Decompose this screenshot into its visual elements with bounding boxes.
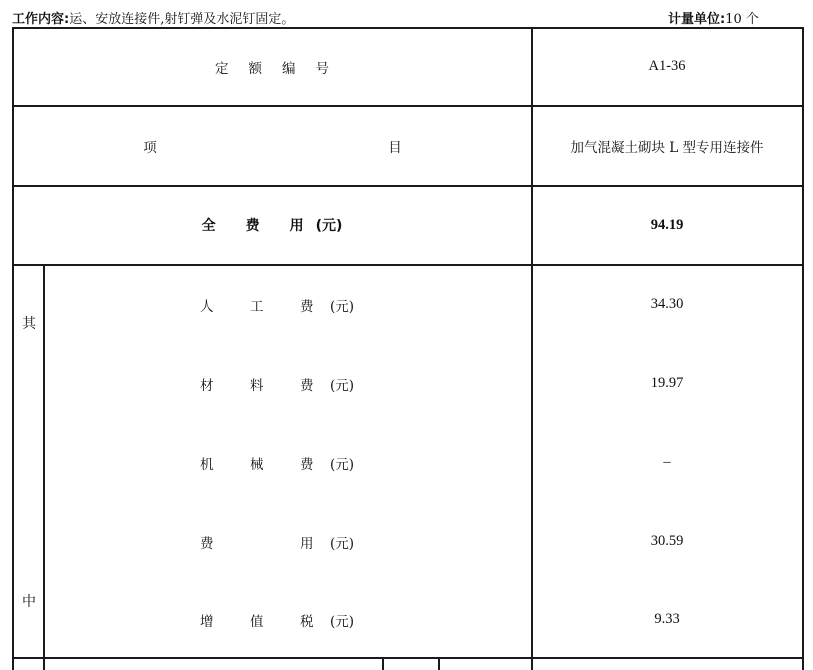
quota-no-label-char: 编	[282, 60, 296, 77]
work-content-label: 工作内容:	[12, 12, 70, 27]
row-label-char: 费	[300, 298, 314, 315]
row-label-char: (元)	[330, 613, 355, 630]
quota-no-label-char: 定	[215, 60, 229, 77]
row-label-char: 值	[250, 613, 264, 630]
row-label-char: (元)	[330, 377, 355, 394]
item-value: 加气混凝土砌块 L 型专用连接件	[570, 139, 764, 156]
row-label-char: 费	[300, 377, 314, 394]
rule-right	[802, 27, 804, 670]
rule-left	[12, 27, 14, 670]
row-label-char: (元)	[330, 535, 355, 552]
unit-label: 计量单位:	[668, 12, 726, 27]
breakdown-row-vat-value: 9.33	[654, 611, 680, 627]
item-label-right: 目	[388, 139, 402, 156]
breakdown-row-machinery-label	[200, 423, 380, 502]
unit-text: 10 个	[725, 12, 759, 27]
row-label-char: 费	[300, 456, 314, 473]
row-label-char: 税	[300, 613, 314, 630]
breakdown-row-material-value: 19.97	[650, 375, 684, 391]
row-label-char: 机	[200, 456, 214, 473]
rule-stub-2	[438, 657, 440, 670]
total-cost-value: 94.19	[650, 216, 684, 233]
item-label-left: 项	[143, 139, 157, 156]
work-content-text: 运、安放连接件,射钉弹及水泥钉固定。	[69, 12, 295, 27]
breakdown-row-expense-label	[200, 502, 380, 581]
quota-no-label	[14, 28, 530, 105]
row-label-char: 增	[200, 613, 214, 630]
breakdown-row-machinery-value: –	[663, 454, 671, 470]
total-cost-label	[14, 186, 530, 264]
breakdown-row-vat-label	[200, 581, 380, 658]
quota-no-label-char: 额	[248, 60, 262, 77]
unit-line	[668, 8, 759, 27]
row-label-char: (元)	[330, 456, 355, 473]
row-label-char: 料	[250, 377, 264, 394]
total-label-char: 费	[245, 218, 260, 234]
breakdown-row-labor-value: 34.30	[650, 296, 684, 312]
row-label-char: 工	[250, 298, 264, 315]
side-label-bottom: 中	[22, 594, 36, 610]
total-label-char: (元)	[315, 218, 343, 234]
side-label-top: 其	[22, 316, 36, 332]
row-label-char: 人	[200, 298, 214, 315]
row-label-char: 用	[300, 535, 314, 552]
breakdown-row-labor-label	[200, 265, 380, 344]
row-label-char: (元)	[330, 298, 355, 315]
breakdown-row-material-label	[200, 344, 380, 423]
breakdown-row-expense-value: 30.59	[650, 533, 684, 549]
total-label-char: 全	[201, 218, 216, 234]
row-label-char: 械	[250, 456, 264, 473]
rule-stub-1	[382, 657, 384, 670]
total-label-char: 用	[289, 218, 304, 234]
work-content-line	[12, 8, 294, 27]
row-label-char: 材	[200, 377, 214, 394]
row-label-char: 费	[200, 535, 214, 552]
quota-no-value: A1-36	[648, 58, 686, 74]
quota-no-label-char: 号	[315, 60, 329, 77]
